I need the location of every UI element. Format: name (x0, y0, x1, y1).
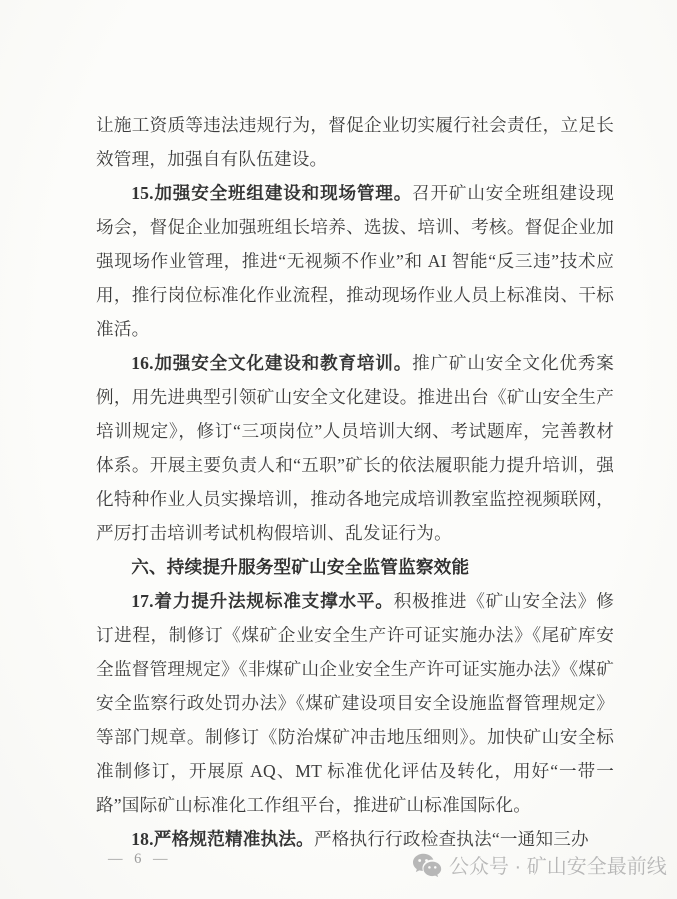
paragraph-lead: 18.严格规范精准执法。 (131, 829, 314, 849)
paragraph-lead: 15.加强安全班组建设和现场管理。 (131, 183, 413, 203)
paragraph-lead: 17.着力提升法规标准支撑水平。 (131, 591, 394, 611)
paragraph-item-15 (96, 176, 614, 346)
watermark-text: 公众号 · 矿山安全最前线 (449, 856, 667, 878)
paragraph-text: 推广矿山安全文化优秀案例，用先进典型引领矿山安全文化建设。推进出台《矿山安全生产培训规定》，修订“三项岗位”人员培训大纲、考试题库，完善教材体系。开展主要负责人和“五职”矿长的依法履职能力提升培训，强化特种作业人员实操培训，推动各地完成培训教室监控视频联网，严厉打击培训考试机构假培训、乱发证行为。 (96, 353, 614, 543)
paragraph-text: 严格执行行政检查执法“一通知三办 (313, 829, 589, 849)
paragraph-lead: 16.加强安全文化建设和教育培训。 (131, 353, 413, 373)
paragraph-text: 积极推进《矿山安全法》修订进程，制修订《煤矿企业安全生产许可证实施办法》《尾矿库安全监督管理规定》《非煤矿山企业安全生产许可证实施办法》《煤矿安全监察行政处罚办法》《煤矿建设项目安全设施监督管理规定》等部门规章。制修订《防治煤矿冲击地压细则》。加快矿山安全标准制修订，开展原 AQ、MT 标准优化评估及转化，用好“一带一路”国际矿山标准化工作组平台，推进矿山标准国际化。 (96, 591, 614, 815)
section-heading: 六、持续提升服务型矿山安全监管监察效能 (131, 557, 470, 577)
page-number: — 6 — (108, 851, 172, 867)
paragraph-item-16 (96, 346, 614, 550)
paragraph-text: 让施工资质等违法违规行为，督促企业切实履行社会责任，立足长效管理，加强自有队伍建设。 (96, 115, 614, 169)
watermark (412, 850, 667, 879)
paragraph-continuation (96, 108, 614, 176)
paragraph-item-17 (96, 584, 614, 822)
paragraph-text: 召开矿山安全班组建设现场会，督促企业加强班组长培养、选拔、培训、考核。督促企业加强现场作业管理，推进“无视频不作业”和 AI 智能“反三违”技术应用，推行岗位标准化作业流程，推动现场作业人员上标准岗、干标准活。 (96, 183, 614, 339)
wechat-icon (412, 852, 442, 878)
document-body (96, 108, 614, 856)
